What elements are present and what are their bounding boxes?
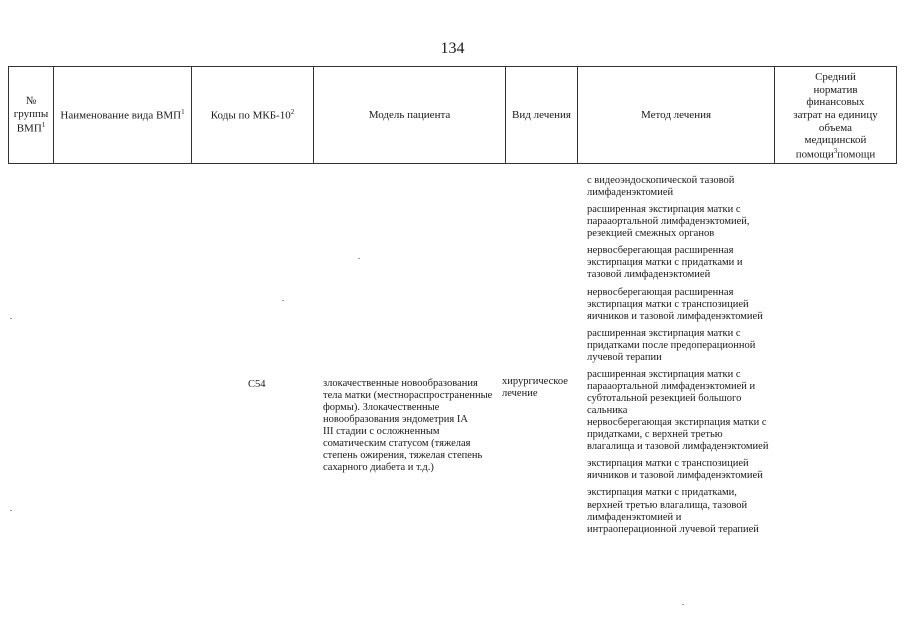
treatment-method-item: экстирпация матки с придатками, верхней третью влагалища, тазовой лимфаденэктомией и интраоперационной лучевой терапией bbox=[587, 487, 759, 535]
header-vmp-name: Наименование вида ВМП$^1$ bbox=[54, 67, 192, 164]
treatment-method-item: нервосберегающая расширенная экстирпация матки с придатками и тазовой лимфаденэктомией bbox=[587, 245, 743, 281]
scan-speck bbox=[358, 258, 360, 259]
scan-speck bbox=[682, 604, 684, 605]
treatment-method-item: экстирпация матки с транспозицией яичников и тазовой лимфаденэктомией bbox=[587, 458, 763, 482]
header-treatment-method: Метод лечения bbox=[578, 67, 775, 164]
header-table bbox=[8, 66, 897, 164]
header-treatment-type: Вид лечения bbox=[506, 67, 578, 164]
treatment-method-item: нервосберегающая экстирпация матки с придатками, с верхней третью влагалища и тазовой лимфаденэктомией bbox=[587, 417, 769, 453]
treatment-type: хирургическое лечение bbox=[502, 376, 568, 400]
treatment-method-item: расширенная экстирпация матки с парааортальной лимфаденэктомией, резекцией смежных органов bbox=[587, 204, 750, 240]
cost-norm-footnote-mark: 3 bbox=[833, 146, 838, 155]
cost-norm-help-word: помощи bbox=[795, 148, 834, 161]
header-cost-norm: Средний норматив финансовых затрат на единицу объема медицинской помощи$^3$помощи bbox=[775, 67, 897, 164]
treatment-method-item: с видеоэндоскопической тазовой лимфаденэктомией bbox=[587, 175, 735, 199]
header-icd-codes: Коды по МКБ-$10^2$ bbox=[192, 67, 314, 164]
scan-speck bbox=[282, 300, 284, 301]
header-group-number: № группы ВМП$^1$ bbox=[9, 67, 54, 164]
page-number: 134 bbox=[440, 40, 465, 57]
treatment-methods-list bbox=[587, 175, 787, 541]
treatment-method-item: расширенная экстирпация матки с парааортальной лимфаденэктомией и субтотальной резекцией большого сальника bbox=[587, 368, 756, 417]
icd-code: C54 bbox=[248, 379, 266, 390]
scan-speck bbox=[10, 318, 12, 319]
scan-speck bbox=[10, 510, 12, 511]
patient-model: злокачественные новообразования тела матки (местнораспространенные формы). Злокачественные новообразования эндометрия IA III стадии с осложненным соматическим статусом (тяжелая степень ожирения, тяжелая степень сахарного диабета и т.д.) bbox=[323, 378, 493, 474]
header-patient-model: Модель пациента bbox=[314, 67, 506, 164]
treatment-method-item: нервосберегающая расширенная экстирпация матки с транспозицией яичников и тазовой лимфаденэктомией bbox=[587, 286, 763, 322]
treatment-method-item: расширенная экстирпация матки с придатками после предоперационной лучевой терапии bbox=[587, 327, 756, 363]
